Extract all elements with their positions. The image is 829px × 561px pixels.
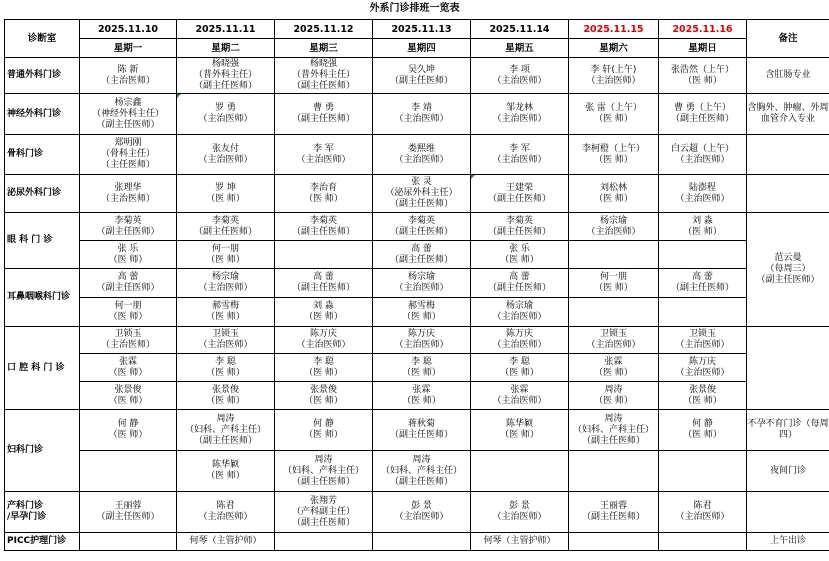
schedule-cell: 何 静 （医 师） xyxy=(659,410,747,451)
row-neuro-surgery xyxy=(5,94,829,135)
schedule-cell xyxy=(569,241,659,269)
schedule-cell: 刘 淼 （医 师） xyxy=(275,298,373,327)
schedule-cell: 曹 勇（上午） （副主任医师） xyxy=(659,94,747,135)
row-dental-3 xyxy=(5,382,829,410)
schedule-cell: 彭 景 （主治医师） xyxy=(373,492,471,533)
schedule-cell: 罗 坤 （医 师） xyxy=(177,175,275,213)
schedule-cell xyxy=(275,533,373,551)
schedule-cell: 何一朋 （医 师） xyxy=(80,298,177,327)
schedule-cell: 郝雪梅 （医 师） xyxy=(177,298,275,327)
schedule-cell: 李菊英 （副主任医师） xyxy=(80,213,177,241)
dept-dental: 口 腔 科 门 诊 xyxy=(5,327,80,410)
header-dates-row xyxy=(5,20,829,39)
remark-cell xyxy=(747,135,829,175)
schedule-cell xyxy=(659,533,747,551)
schedule-cell: 李 靖 （主治医师） xyxy=(373,94,471,135)
schedule-cell: 杨宗瑜 （主治医师） xyxy=(177,269,275,298)
schedule-cell: 何琴（主管护师） xyxy=(177,533,275,551)
schedule-cell: 张霖 （医 师） xyxy=(569,354,659,382)
schedule-cell: 何一朋 （医 师） xyxy=(569,269,659,298)
schedule-cell: 李 聪 （医 师） xyxy=(373,354,471,382)
weekday-thu: 星期四 xyxy=(373,39,471,58)
schedule-cell: 周涛 （妇科、产科主任） （副主任医师） xyxy=(373,451,471,492)
weekday-sat: 星期六 xyxy=(569,39,659,58)
remark-cell xyxy=(747,175,829,213)
schedule-cell: 陈华颖 （医 师） xyxy=(471,410,569,451)
schedule-cell: 李 军 （主治医师） xyxy=(275,135,373,175)
schedule-cell: 高 蕾 （副主任医师） xyxy=(471,269,569,298)
date-mon: 2025.11.10 xyxy=(80,20,177,39)
schedule-cell: 王丽蓉 （副主任医师） xyxy=(80,492,177,533)
schedule-cell: 卫锁玉 （主治医师） xyxy=(80,327,177,354)
schedule-cell: 刘 淼 （医 师） xyxy=(659,213,747,241)
schedule-title: 外系门诊排班一览表 xyxy=(369,3,460,14)
schedule-cell: 高 蕾 （副主任医师） xyxy=(80,269,177,298)
date-sat: 2025.11.15 xyxy=(569,20,659,39)
schedule-cell xyxy=(569,451,659,492)
schedule-cell: 卫锁玉 （主治医师） xyxy=(177,327,275,354)
schedule-cell: 张景俊 （医 师） xyxy=(80,382,177,410)
schedule-cell: 王建荣 （副主任医师） xyxy=(471,175,569,213)
schedule-cell: 李柯橙（上午） （医 师） xyxy=(569,135,659,175)
date-sun: 2025.11.16 xyxy=(659,20,747,39)
schedule-cell: 杨晓强 （普外科主任） （副主任医师） xyxy=(177,58,275,94)
weekday-sun: 星期日 xyxy=(659,39,747,58)
schedule-cell: 张 雷（上午） （医 师） xyxy=(569,94,659,135)
schedule-cell: 李菊英 （副主任医师） xyxy=(471,213,569,241)
row-general-surgery xyxy=(5,58,829,94)
weekday-wed: 星期三 xyxy=(275,39,373,58)
schedule-cell: 张浩然（上午） （医 师） xyxy=(659,58,747,94)
schedule-cell: 陈 新 （主治医师） xyxy=(80,58,177,94)
schedule-cell: 李菊英 （副主任医师） xyxy=(373,213,471,241)
schedule-cell xyxy=(80,451,177,492)
dept-ent: 耳鼻咽喉科门诊 xyxy=(5,269,80,327)
schedule-cell: 张翔芳 （产科副主任） （副主任医师） xyxy=(275,492,373,533)
row-ent-2 xyxy=(5,298,829,327)
schedule-cell: 周涛 （医 师） xyxy=(569,382,659,410)
schedule-cell xyxy=(275,241,373,269)
remark-column-header: 备注 xyxy=(747,20,829,58)
schedule-cell: 白云超（上午） （主治医师） xyxy=(659,135,747,175)
schedule-cell: 周涛 （妇科、产科主任） （副主任医师） xyxy=(177,410,275,451)
schedule-cell: 张 乐 （医 师） xyxy=(80,241,177,269)
weekday-tue: 星期二 xyxy=(177,39,275,58)
schedule-cell: 陈君 （主治医师） xyxy=(659,492,747,533)
dept-neuro-surgery: 神经外科门诊 xyxy=(5,94,80,135)
schedule-cell: 李菊英 （副主任医师） xyxy=(275,213,373,241)
date-tue: 2025.11.11 xyxy=(177,20,275,39)
schedule-cell: 何琴（主管护师） xyxy=(471,533,569,551)
remark-cell: 上午出诊 xyxy=(747,533,829,551)
row-obstetrics xyxy=(5,492,829,533)
schedule-cell: 李 聪 （医 师） xyxy=(275,354,373,382)
schedule-cell xyxy=(80,533,177,551)
schedule-cell: 郑明刚 （骨科主任） （主任医师） xyxy=(80,135,177,175)
remark-cell: 含肛肠专业 xyxy=(747,58,829,94)
schedule-cell: 曹 勇 （副主任医师） xyxy=(275,94,373,135)
schedule-cell xyxy=(569,298,659,327)
schedule-cell xyxy=(659,241,747,269)
header-weekdays-row xyxy=(5,39,829,58)
date-fri: 2025.11.14 xyxy=(471,20,569,39)
schedule-cell: 杨宗瑜 （主治医师） xyxy=(373,269,471,298)
remark-cell: 含胸外、肿瘤、外周血管介入专业 xyxy=(747,94,829,135)
schedule-cell: 陆澎程 （主治医师） xyxy=(659,175,747,213)
schedule-cell: 杨宗瑜 （主治医师） xyxy=(471,298,569,327)
schedule-cell: 何 静 （医 师） xyxy=(275,410,373,451)
schedule-cell xyxy=(659,451,747,492)
date-wed: 2025.11.12 xyxy=(275,20,373,39)
schedule-cell: 何一朋 （医 师） xyxy=(177,241,275,269)
weekday-fri: 星期五 xyxy=(471,39,569,58)
schedule-cell xyxy=(569,533,659,551)
schedule-cell: 张霖 （医 师） xyxy=(80,354,177,382)
row-ent-1 xyxy=(5,269,829,298)
schedule-cell: 张友付 （主治医师） xyxy=(177,135,275,175)
schedule-cell xyxy=(373,533,471,551)
schedule-cell: 李 轩(上午) （主治医师） xyxy=(569,58,659,94)
row-ophthalmology-2 xyxy=(5,241,829,269)
schedule-cell: 高 蕾 （副主任医师） xyxy=(275,269,373,298)
schedule-cell: 陈万庆 （主治医师） xyxy=(471,327,569,354)
schedule-cell: 张 乐 （医 师） xyxy=(471,241,569,269)
dept-gynecology: 妇科门诊 xyxy=(5,410,80,492)
schedule-cell: 张霖 （医 师） xyxy=(373,382,471,410)
schedule-cell xyxy=(471,451,569,492)
schedule-cell: 邹龙林 （主治医师） xyxy=(471,94,569,135)
date-thu: 2025.11.13 xyxy=(373,20,471,39)
schedule-cell: 张理华 （主治医师） xyxy=(80,175,177,213)
schedule-cell: 周涛 （妇科、产科主任） （副主任医师） xyxy=(275,451,373,492)
weekday-mon: 星期一 xyxy=(80,39,177,58)
schedule-cell: 罗 勇 （主治医师） xyxy=(177,94,275,135)
schedule-cell: 张 灵 （泌尿外科主任） （副主任医师） xyxy=(373,175,471,213)
schedule-cell: 陈万庆 （主治医师） xyxy=(373,327,471,354)
schedule-cell: 吴久坤 （副主任医师） xyxy=(373,58,471,94)
schedule-cell: 卫锁玉 （主治医师） xyxy=(569,327,659,354)
schedule-cell: 周涛 （妇科、产科主任） （副主任医师） xyxy=(569,410,659,451)
row-picc xyxy=(5,533,829,551)
row-orthopedics xyxy=(5,135,829,175)
dept-general-surgery: 普通外科门诊 xyxy=(5,58,80,94)
remark-cell: 范云曼 （每周三） （副主任医师） xyxy=(747,213,829,327)
schedule-cell: 李 聪 （医 师） xyxy=(471,354,569,382)
schedule-cell: 高 蕾 （副主任医师） xyxy=(659,269,747,298)
schedule-cell: 陈万庆 （主治医师） xyxy=(275,327,373,354)
schedule-cell: 郝雪梅 （医 师） xyxy=(373,298,471,327)
remark-cell xyxy=(747,492,829,533)
schedule-cell: 陈君 （主治医师） xyxy=(177,492,275,533)
schedule-cell: 陈华颖 （医 师） xyxy=(177,451,275,492)
schedule-cell: 陈万庆 （主治医师） xyxy=(659,354,747,382)
dept-urology: 泌尿外科门诊 xyxy=(5,175,80,213)
dept-picc: PICC护理门诊 xyxy=(5,533,80,551)
department-column-header: 诊断室 xyxy=(5,20,80,58)
schedule-cell: 高 蕾 （副主任医师） xyxy=(373,241,471,269)
remark-cell: 不孕不育门诊（每周四） xyxy=(747,410,829,451)
schedule-cell: 李 项 （主治医师） xyxy=(471,58,569,94)
schedule-cell: 李 军 （主治医师） xyxy=(471,135,569,175)
schedule-cell: 王丽蓉 （副主任医师） xyxy=(569,492,659,533)
row-dental-2 xyxy=(5,354,829,382)
row-gynecology-2 xyxy=(5,451,829,492)
remark-cell: 夜间门诊 xyxy=(747,451,829,492)
schedule-cell: 李 聪 （医 师） xyxy=(177,354,275,382)
dept-orthopedics: 骨科门诊 xyxy=(5,135,80,175)
schedule-cell: 娄熙维 （主治医师） xyxy=(373,135,471,175)
schedule-cell: 李治育 （医 师） xyxy=(275,175,373,213)
row-urology xyxy=(5,175,829,213)
schedule-cell: 刘松林 （医 师） xyxy=(569,175,659,213)
row-dental-1 xyxy=(5,327,829,354)
schedule-cell: 李菊英 （副主任医师） xyxy=(177,213,275,241)
schedule-cell: 蒋秋菊 （副主任医师） xyxy=(373,410,471,451)
dept-ophthalmology: 眼 科 门 诊 xyxy=(5,213,80,269)
dept-obstetrics: 产科门诊 /早孕门诊 xyxy=(5,492,80,533)
schedule-cell: 杨宗鑫 （神经外科主任） （副主任医师） xyxy=(80,94,177,135)
schedule-cell: 彭 景 （主治医师） xyxy=(471,492,569,533)
schedule-cell: 杨晓强 （普外科主任） （副主任医师） xyxy=(275,58,373,94)
schedule-cell: 张霖 （主治医师） xyxy=(471,382,569,410)
schedule-cell: 张景俊 （医 师） xyxy=(275,382,373,410)
schedule-cell: 杨宗瑜 （主治医师） xyxy=(569,213,659,241)
schedule-cell xyxy=(659,298,747,327)
schedule-table xyxy=(4,19,829,551)
schedule-cell: 张景俊 （医 师） xyxy=(177,382,275,410)
row-gynecology-1 xyxy=(5,410,829,451)
schedule-cell: 张景俊 （医 师） xyxy=(659,382,747,410)
schedule-cell: 何 静 （医 师） xyxy=(80,410,177,451)
remark-cell xyxy=(747,327,829,410)
row-ophthalmology-1 xyxy=(5,213,829,241)
schedule-cell: 卫锁玉 （主治医师） xyxy=(659,327,747,354)
